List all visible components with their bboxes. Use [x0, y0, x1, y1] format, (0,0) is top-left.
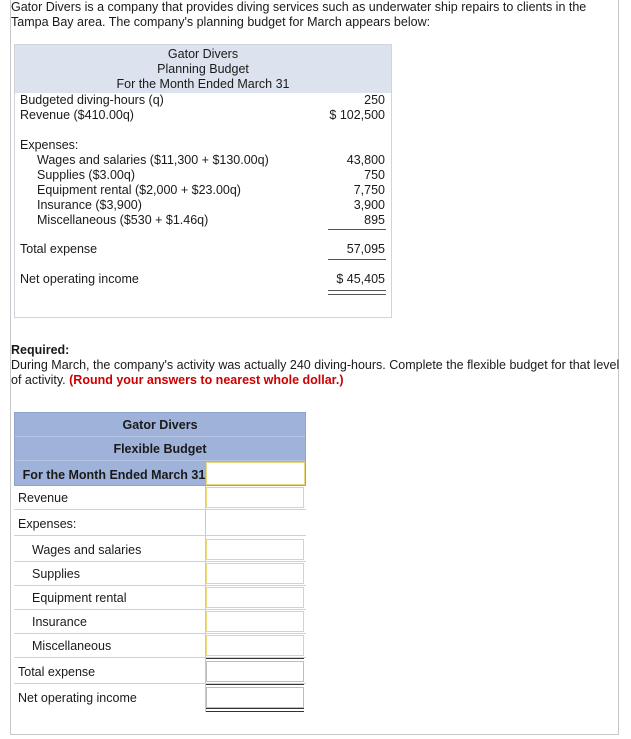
flex-row-supplies	[14, 562, 306, 586]
total-rule	[206, 684, 304, 685]
planning-title-period: For the Month Ended March 31	[116, 77, 290, 91]
misc-input[interactable]	[206, 635, 304, 656]
flex-row-insurance	[14, 610, 306, 634]
revenue-input[interactable]	[206, 487, 304, 508]
total-expense-input[interactable]	[206, 661, 304, 682]
supplies-input[interactable]	[206, 563, 304, 584]
flex-row-total-expense	[14, 660, 306, 684]
flex-label-misc: Miscellaneous	[32, 639, 112, 653]
plan-value-diving-hours: 250	[364, 93, 385, 107]
flex-label-wages: Wages and salaries	[32, 543, 142, 557]
insurance-input[interactable]	[206, 611, 304, 632]
flex-row-revenue	[14, 486, 306, 510]
flex-label-insurance: Insurance	[32, 615, 87, 629]
plan-value-insurance: 3,900	[353, 198, 385, 212]
planning-title-budget: Planning Budget	[157, 62, 249, 76]
plan-value-wages: 43,800	[346, 153, 385, 167]
required-heading: Required:	[11, 343, 70, 357]
flex-row-net-income	[14, 686, 306, 710]
flex-row-wages	[14, 538, 306, 562]
double-rule	[328, 290, 386, 295]
rounding-instruction: (Round your answers to nearest whole dollar.)	[69, 373, 344, 387]
subtotal-rule	[206, 658, 304, 659]
plan-label-wages: Wages and salaries ($11,300 + $130.00q)	[37, 153, 269, 167]
flexible-budget-table	[14, 412, 306, 712]
planning-budget-header	[15, 45, 391, 93]
intro-text: Gator Divers is a company that provides diving services such as underwater ship repairs to clients in the Tampa Bay area. The company's planning budget for March appears below:	[11, 0, 587, 29]
plan-value-net-income: $ 45,405	[336, 272, 385, 286]
flex-title-company: Gator Divers	[122, 418, 198, 432]
plan-label-equipment: Equipment rental ($2,000 + $23.00q)	[37, 183, 241, 197]
flex-title-budget: Flexible Budget	[113, 442, 207, 456]
net-income-input[interactable]	[206, 687, 304, 708]
expenses-blank-cell	[206, 513, 304, 534]
plan-value-total-expense: 57,095	[346, 242, 385, 256]
header-blank-cell	[206, 462, 305, 485]
double-rule-bottom	[206, 711, 304, 712]
plan-label-diving-hours: Budgeted diving-hours (q)	[20, 93, 164, 107]
plan-label-revenue: Revenue ($410.00q)	[20, 108, 134, 122]
flex-label-total-expense: Total expense	[18, 665, 96, 679]
flex-row-expenses	[14, 512, 306, 536]
plan-value-revenue: $ 102,500	[329, 108, 385, 122]
subtotal-rule	[328, 229, 386, 230]
flex-label-supplies: Supplies	[32, 567, 80, 581]
plan-value-misc: 895	[364, 213, 385, 227]
double-rule-top	[206, 708, 304, 709]
plan-label-total-expense: Total expense	[20, 242, 98, 256]
total-rule	[328, 259, 386, 260]
flexible-budget-header	[14, 412, 306, 486]
flex-row-misc	[14, 634, 306, 658]
equipment-input[interactable]	[206, 587, 304, 608]
plan-label-supplies: Supplies ($3.00q)	[37, 168, 135, 182]
flex-row-equipment	[14, 586, 306, 610]
flex-label-net-income: Net operating income	[18, 691, 137, 705]
plan-label-net-income: Net operating income	[20, 272, 139, 286]
planning-budget-table	[14, 44, 392, 318]
flex-title-period: For the Month Ended March 31	[22, 468, 206, 482]
plan-label-expenses: Expenses:	[20, 138, 79, 152]
wages-input[interactable]	[206, 539, 304, 560]
planning-title-company: Gator Divers	[167, 47, 239, 61]
required-section	[11, 343, 621, 388]
plan-value-equipment: 7,750	[353, 183, 385, 197]
flex-label-expenses: Expenses:	[18, 517, 77, 531]
plan-label-misc: Miscellaneous ($530 + $1.46q)	[37, 213, 209, 227]
required-text: During March, the company's activity was actually 240 diving-hours. Complete the flexible budget for that level of activity.	[11, 358, 620, 387]
header-divider	[15, 460, 305, 461]
flex-label-equipment: Equipment rental	[32, 591, 127, 605]
flex-label-revenue: Revenue	[18, 491, 69, 505]
header-divider	[15, 436, 305, 437]
plan-value-supplies: 750	[364, 168, 385, 182]
plan-label-insurance: Insurance ($3,900)	[37, 198, 142, 212]
